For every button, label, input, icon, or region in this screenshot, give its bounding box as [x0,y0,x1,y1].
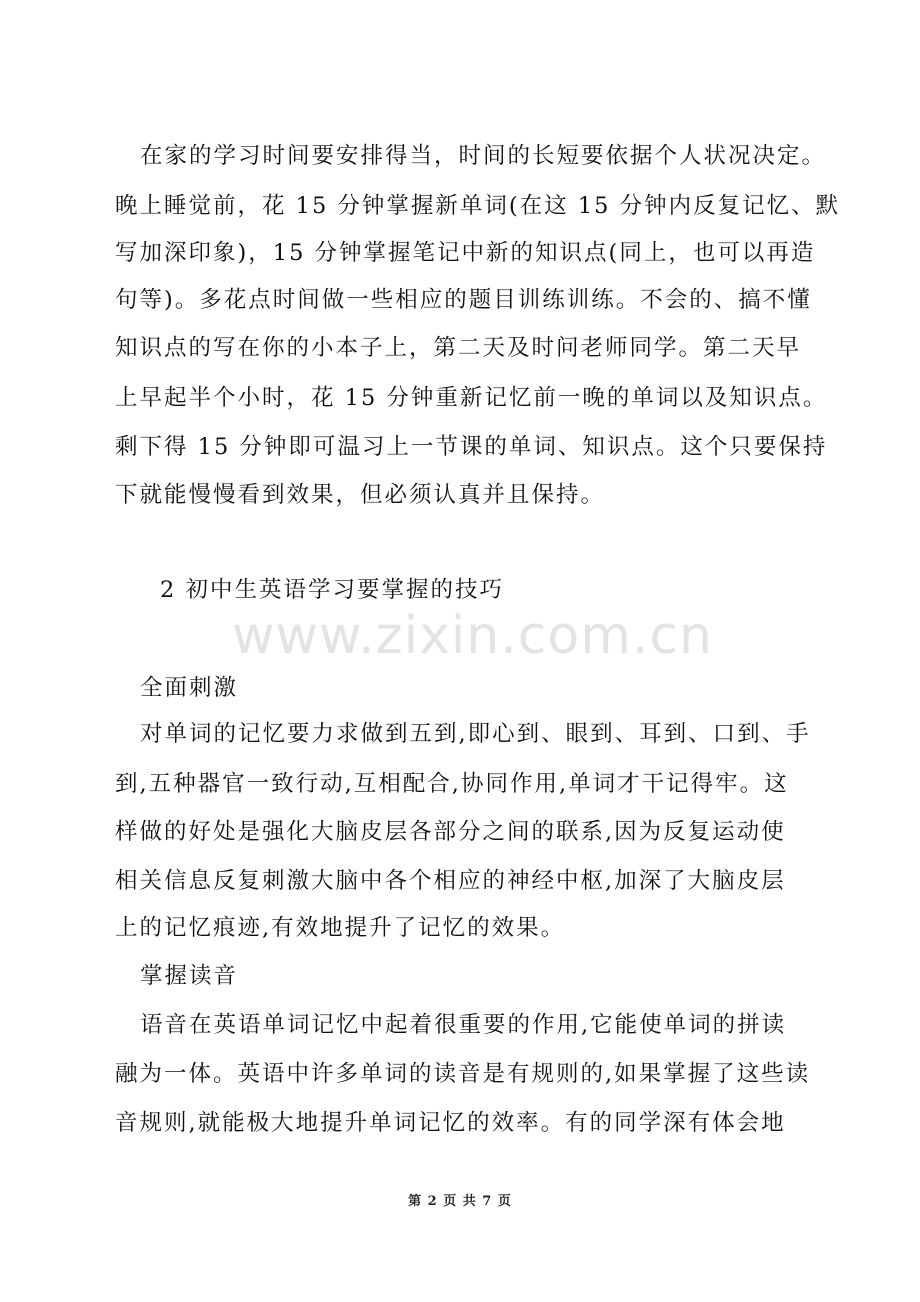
text-line: 知识点的写在你的小本子上，第二天及时问老师同学。第二天早 [115,335,802,361]
text-line: 到,五种器官一致行动,互相配合,协同作用,单词才干记得牢。这 [115,771,789,797]
text-line: 上早起半个小时，花 15 分钟重新记忆前一晚的单词以及知识点。 [115,385,828,411]
text-line: 剩下得 15 分钟即可温习上一节课的单词、知识点。这个只要保持 [115,434,828,460]
page-footer: 第 2 页 共 7 页 [408,1194,512,1209]
subsection-title: 掌握读音 [140,963,239,989]
watermark: www.zixin.com.cn [232,606,713,666]
text-line: 对单词的记忆要力求做到五到,即心到、眼到、耳到、口到、手 [140,721,811,747]
text-line: 在家的学习时间要安排得当，时间的长短要依据个人状况决定。 [140,143,827,169]
text-line: 音规则,就能极大地提升单词记忆的效率。有的同学深有体会地 [115,1110,786,1136]
section-heading: 2 初中生英语学习要掌握的技巧 [160,577,504,603]
text-line: 下就能慢慢看到效果，但必须认真并且保持。 [115,482,606,508]
text-line: 融为一体。英语中许多单词的读音是有规则的,如果掌握了这些读 [115,1061,811,1087]
text-line: 写加深印象)，15 分钟掌握笔记中新的知识点(同上，也可以再造 [115,240,816,266]
text-line: 样做的好处是强化大脑皮层各部分之间的联系,因为反复运动使 [115,819,786,845]
text-line: 语音在英语单词记忆中起着很重要的作用,它能使单词的拼读 [140,1012,787,1038]
subsection-title: 全面刺激 [140,675,239,701]
text-line: 句等)。多花点时间做一些相应的题目训练训练。不会的、搞不懂 [115,287,812,313]
text-line: 相关信息反复刺激大脑中各个相应的神经中枢,加深了大脑皮层 [115,868,786,894]
text-line: 上的记忆痕迹,有效地提升了记忆的效果。 [115,915,566,941]
text-line: 晚上睡觉前，花 15 分钟掌握新单词(在这 15 分钟内反复记忆、默 [115,193,841,219]
